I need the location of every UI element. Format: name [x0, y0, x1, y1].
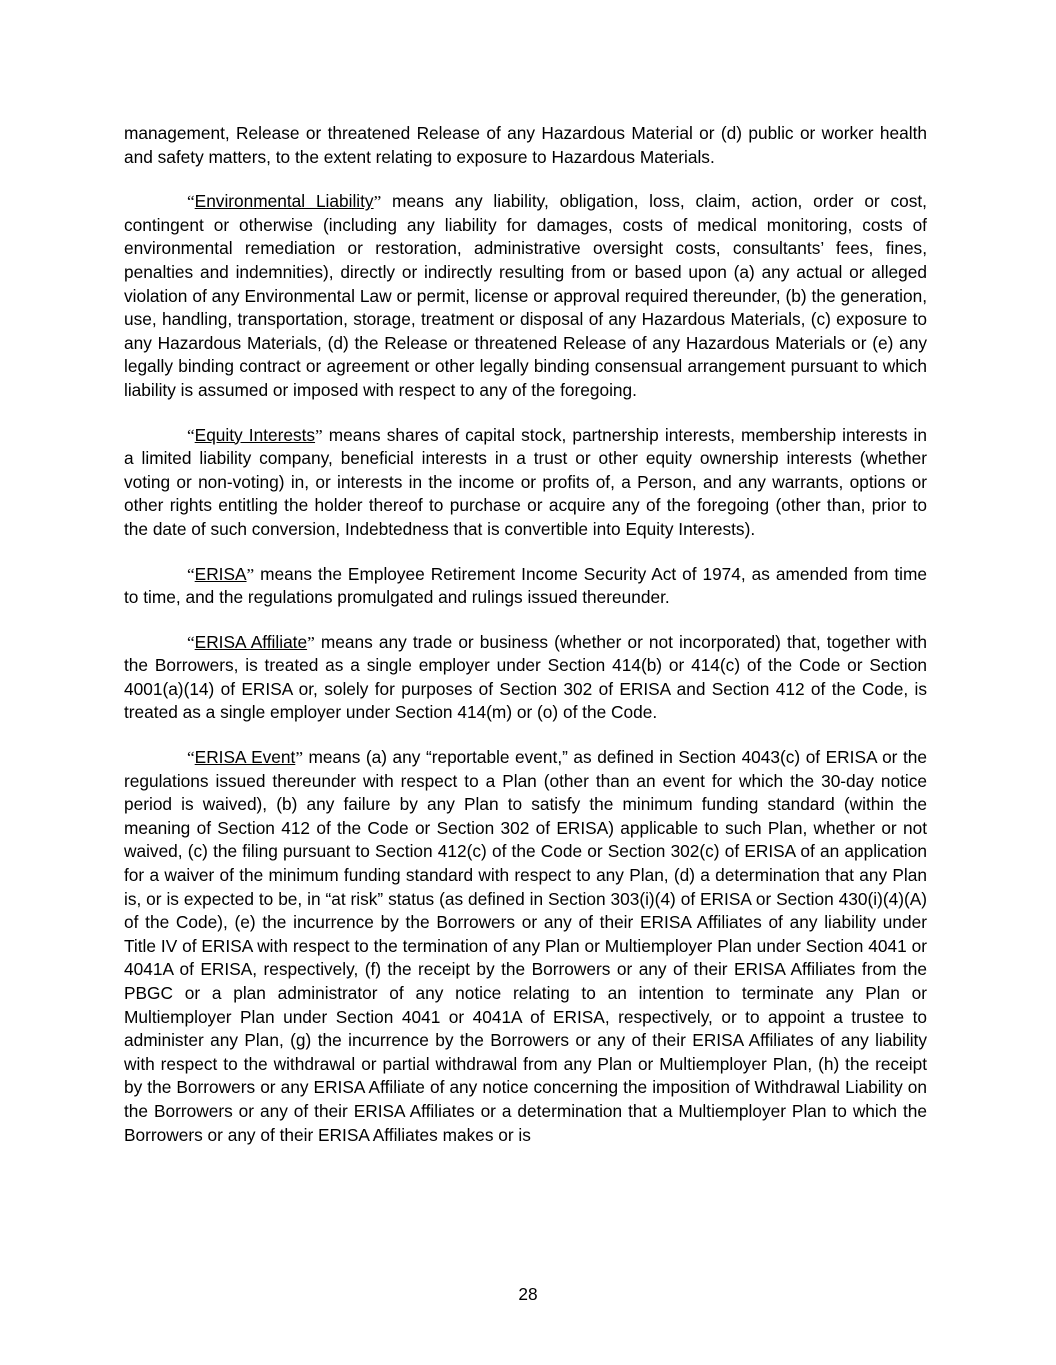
open-quote: “ [187, 564, 195, 584]
intro-paragraph: management, Release or threatened Release of any Hazardous Material or (d) public or worker health and safety matters, to the extent relating to exposure to Hazardous Materials. [124, 123, 927, 167]
definition-erisa-affiliate [124, 631, 927, 725]
open-quote: “ [187, 632, 195, 652]
definition-environmental-liability [124, 190, 927, 402]
open-quote: “ [187, 192, 195, 212]
page-number: 28 [518, 1284, 538, 1304]
close-quote: ” [373, 192, 382, 212]
open-quote: “ [187, 425, 195, 445]
document-page [124, 122, 927, 1168]
definition-erisa-event [124, 746, 927, 1147]
definition-equity-interests [124, 424, 927, 542]
defined-term: ERISA [194, 563, 247, 584]
open-quote: “ [187, 748, 195, 768]
defined-term: Equity Interests [194, 424, 316, 445]
definition-text: means any liability, obligation, loss, claim, action, order or cost, contingent or otherwise (including any liability for damages, costs of medical monitoring, costs of environmental remediation or restoration, administrative oversight costs, consultants’ fees, fines, penalties and indemnities), directly or indirectly resulting from or based upon (a) any actual or alleged violation of any Environmental Law or permit, license or approval required thereunder, (b) the generation, use, handling, transportation, storage, treatment or disposal of any Hazardous Materials, (c) exposure to any Hazardous Materials, (d) the Release or threatened Release of any Hazardous Materials or (e) any legally binding contract or agreement or other legally binding consensual arrangement pursuant to which liability is assumed or imposed with respect to any of the foregoing. [124, 191, 927, 400]
definition-text: means (a) any “reportable event,” as defined in Section 4043(c) of ERISA or the regulations issued thereunder with respect to a Plan (other than an event for which the 30-day notice period is waived), (b) any failure by any Plan to satisfy the minimum funding standard (within the meaning of Section 412 of the Code or Section 302 of ERISA) applicable to such Plan, whether or not waived, (c) the filing pursuant to Section 412(c) of the Code or Section 302(c) of ERISA of an application for a waiver of the minimum funding standard with respect to any Plan, (d) a determination that any Plan is, or is expected to be, in “at risk” status (as defined in Section 303(i)(4) of ERISA or Section 430(i)(4)(A) of the Code), (e) the incurrence by the Borrowers or any of their ERISA Affiliates of any liability under Title IV of ERISA with respect to the termination of any Plan or Multiemployer Plan under Section 4041 or 4041A of ERISA, respectively, (f) the receipt by the Borrowers or any of their ERISA Affiliates from the PBGC or a plan administrator of any notice relating to an intention to terminate any Plan or Multiemployer Plan under Section 4041 or 4041A of ERISA, respectively, or to appoint a trustee to administer any Plan, (g) the incurrence by the Borrowers or any of their ERISA Affiliates of any liability with respect to the withdrawal or partial withdrawal from any Plan or Multiemployer Plan, (h) the receipt by the Borrowers or any ERISA Affiliate of any notice concerning the imposition of Withdrawal Liability on the Borrowers or any of their ERISA Affiliates or a determination that a Multiemployer Plan to which the Borrowers or any of their ERISA Affiliates makes or is [124, 747, 927, 1145]
definition-text: means shares of capital stock, partnership interests, membership interests in a limited liability company, beneficial interests in a trust or other equity ownership interests (whether voting or non-voting) in, or interests in the income or profits of, a Person, and any warrants, options or other rights entitling the holder thereof to purchase or acquire any of the foregoing (other than, prior to the date of such conversion, Indebtedness that is convertible into Equity Interests). [124, 424, 927, 539]
defined-term: ERISA Affiliate [194, 631, 308, 652]
close-quote: ” [315, 425, 323, 445]
defined-term: Environmental Liability [194, 191, 374, 212]
definition-text: means the Employee Retirement Income Security Act of 1974, as amended from time to time, and the regulations promulgated and rulings issued thereunder. [124, 563, 927, 608]
close-quote: ” [246, 564, 255, 584]
definition-text: means any trade or business (whether or not incorporated) that, together with the Borrowers, is treated as a single employer under Section 414(b) or 414(c) of the Code or Section 4001(a)(14) of ERISA or, solely for purposes of Section 302 of ERISA and Section 412 of the Code, is treated as a single employer under Section 414(m) or (o) of the Code. [124, 631, 927, 723]
close-quote: ” [295, 748, 303, 768]
close-quote: ” [307, 632, 315, 652]
defined-term: ERISA Event [194, 747, 296, 768]
definition-erisa [124, 563, 927, 610]
